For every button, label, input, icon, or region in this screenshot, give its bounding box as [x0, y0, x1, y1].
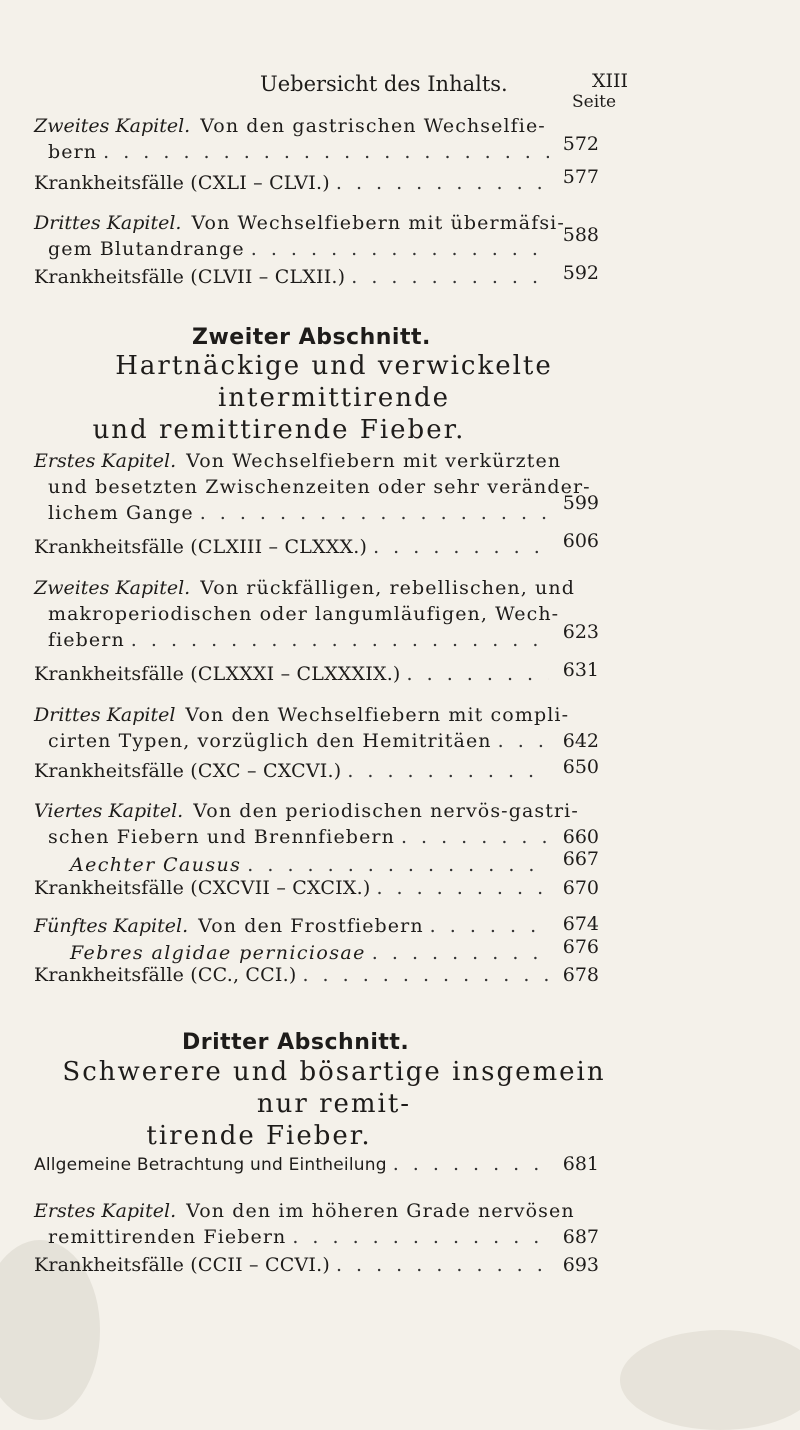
- leader-dots: [336, 1252, 549, 1278]
- toc-entry: [34, 113, 599, 165]
- chapter-label: Erstes Kapitel.: [34, 1200, 177, 1222]
- toc-entry: [34, 166, 599, 196]
- leader-dots: [251, 236, 549, 262]
- page-number: 667: [562, 848, 599, 870]
- section-title: [34, 1056, 634, 1152]
- page-number: 588: [562, 224, 599, 246]
- toc-entry: [34, 575, 599, 653]
- chapter-label: Erstes Kapitel.: [34, 450, 177, 472]
- section-title-line: Schwerere und bösartige insgemein nur remit-: [62, 1057, 606, 1119]
- toc-entry: [34, 1198, 599, 1250]
- leader-dots: [351, 264, 549, 290]
- chapter-label: Zweites Kapitel.: [34, 115, 191, 137]
- entry-title: Von den Frostfiebern: [198, 915, 424, 937]
- leader-dots: [376, 875, 549, 901]
- page-number: 631: [562, 659, 599, 681]
- leader-dots: [430, 913, 549, 939]
- entry-title-cont: und besetzten Zwischenzeiten oder sehr veränder-: [48, 476, 591, 498]
- page-number: 572: [562, 133, 599, 155]
- page-number: 592: [562, 262, 599, 284]
- page-number: 674: [562, 913, 599, 935]
- toc-entry: [34, 758, 599, 784]
- entry-title: Krankheitsfälle (CXC – CXCVI.): [34, 760, 342, 782]
- entry-title: Krankheitsfälle (CXLI – CLVI.): [34, 172, 330, 194]
- paper-stain: [620, 1330, 800, 1430]
- entry-title: Allgemeine Betrachtung und Eintheilung: [34, 1155, 387, 1175]
- entry-title: Von den periodischen nervös-gastri-: [193, 800, 579, 822]
- page-number: 660: [562, 826, 599, 848]
- entry-title: Krankheitsfälle (CC., CCI.): [34, 964, 297, 986]
- entry-title-cont: schen Fiebern und Brennfiebern: [48, 826, 395, 848]
- leader-dots: [336, 170, 549, 196]
- leader-dots: [131, 627, 549, 653]
- entry-title-cont: lichem Gange: [48, 502, 194, 524]
- toc-entry: [34, 913, 599, 939]
- entry-title: Von Wechselfiebern mit verkürzten: [186, 450, 562, 472]
- leader-dots: [302, 962, 549, 988]
- toc-entry: [34, 661, 599, 687]
- toc-entry: [34, 1252, 599, 1278]
- leader-dots: [407, 661, 549, 687]
- entry-title-cont: remittirenden Fiebern: [48, 1226, 287, 1248]
- section-label: Dritter Abschnitt.: [182, 1030, 410, 1055]
- entry-title: Von den Wechselfiebern mit compli-: [185, 704, 570, 726]
- page-number: 599: [562, 492, 599, 514]
- entry-title-cont: makroperiodischen oder langumläufigen, Wech-: [48, 603, 560, 625]
- section-title-line: und remittirende Fieber.: [92, 415, 466, 445]
- entry-title: Von Wechselfiebern mit übermäfsi-: [191, 212, 565, 234]
- page-number: 670: [562, 877, 599, 899]
- page-number: 642: [562, 730, 599, 752]
- toc-entry: [34, 702, 599, 754]
- entry-title: Von den gastrischen Wechselfie-: [200, 115, 546, 137]
- leader-dots: [393, 1151, 549, 1177]
- leader-dots: [103, 139, 549, 165]
- leader-dots: [200, 500, 549, 526]
- section-label: Zweiter Abschnitt.: [192, 325, 431, 350]
- section-title-line: Hartnäckige und verwickelte intermittirende: [115, 351, 553, 413]
- entry-title-cont: bern: [48, 141, 98, 163]
- entry-title-cont: cirten Typen, vorzüglich den Hemitritäen: [48, 730, 492, 752]
- page-number: 650: [562, 756, 599, 778]
- entry-title: Aechter Causus: [70, 854, 242, 876]
- entry-title: Krankheitsfälle (CXCVII – CXCIX.): [34, 877, 371, 899]
- toc-entry: [34, 448, 599, 526]
- page-number: 687: [562, 1226, 599, 1248]
- toc-entry: [34, 530, 599, 560]
- leader-dots: [347, 758, 549, 784]
- page-number: 676: [562, 936, 599, 958]
- page-numeral: XIII: [592, 70, 629, 92]
- leader-dots: [401, 824, 549, 850]
- running-header: Uebersicht des Inhalts.: [260, 72, 508, 96]
- entry-title-cont: fiebern: [48, 629, 125, 651]
- page-number: 606: [562, 530, 599, 552]
- entry-title: Krankheitsfälle (CLXIII – CLXXX.): [34, 536, 368, 558]
- entry-title-cont: gem Blutandrange: [48, 238, 245, 260]
- entry-title: Krankheitsfälle (CCII – CCVI.): [34, 1254, 330, 1276]
- toc-entry: [34, 962, 599, 988]
- page-number: 693: [562, 1254, 599, 1276]
- entry-title: Krankheitsfälle (CLXXXI – CLXXXIX.): [34, 663, 401, 685]
- page-number: 681: [562, 1153, 599, 1175]
- chapter-label: Fünftes Kapitel.: [34, 915, 189, 937]
- entry-title: Krankheitsfälle (CLVII – CLXII.): [34, 266, 346, 288]
- chapter-label: Drittes Kapitel: [34, 704, 176, 726]
- section-title: [34, 350, 634, 446]
- toc-entry: [34, 210, 599, 262]
- entry-title: Febres algidae perniciosae: [70, 942, 366, 964]
- leader-dots: [373, 534, 549, 560]
- leader-dots: [292, 1224, 549, 1250]
- chapter-label: Zweites Kapitel.: [34, 577, 191, 599]
- chapter-label: Drittes Kapitel.: [34, 212, 182, 234]
- section-title-line: tirende Fieber.: [146, 1121, 372, 1151]
- page-number: 678: [562, 964, 599, 986]
- entry-title: Von rückfälligen, rebellischen, und: [200, 577, 575, 599]
- toc-entry: [34, 1151, 599, 1178]
- leader-dots: [498, 728, 549, 754]
- seite-label: Seite: [572, 92, 617, 112]
- chapter-label: Viertes Kapitel.: [34, 800, 184, 822]
- toc-entry: [34, 264, 599, 290]
- entry-title: Von den im höheren Grade nervösen: [186, 1200, 575, 1222]
- toc-entry: [34, 798, 599, 850]
- toc-entry: [34, 875, 599, 901]
- page-number: 577: [562, 166, 599, 188]
- page-number: 623: [562, 621, 599, 643]
